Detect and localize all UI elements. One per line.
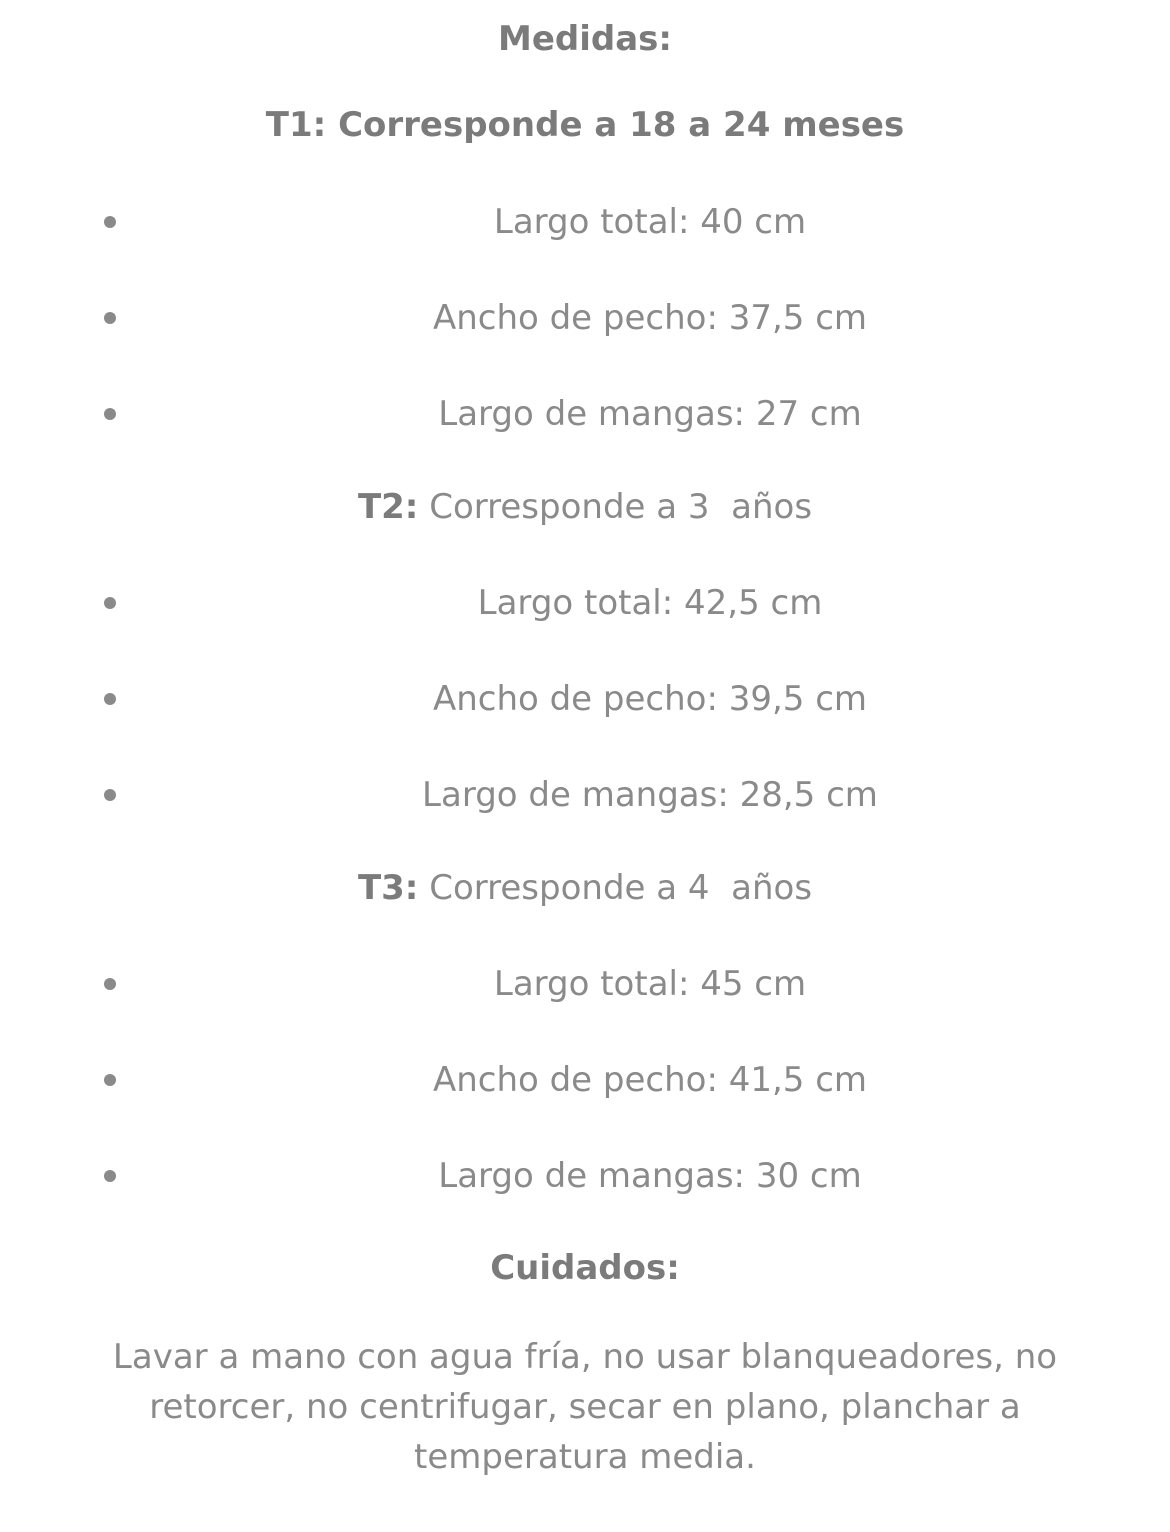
- bullet-icon: [104, 789, 116, 801]
- size-title-t3: [0, 868, 1170, 908]
- bullet-icon: [104, 1074, 116, 1086]
- bullet-icon: [104, 312, 116, 324]
- bullet-icon: [104, 408, 116, 420]
- measure-text: Largo total: 45 cm: [493, 964, 807, 1004]
- care-text: Lavar a mano con agua fría, no usar blanqueadores, no retorcer, no centrifugar, secar en plano, planchar a temperatura media.: [112, 1337, 1058, 1477]
- measure-text: Largo de mangas: 27 cm: [438, 394, 862, 434]
- list-item: [0, 679, 1170, 719]
- measure-text: Ancho de pecho: 41,5 cm: [432, 1060, 868, 1100]
- care-heading: Cuidados:: [490, 1248, 680, 1288]
- size-description: Corresponde a 3 años: [429, 487, 813, 527]
- list-item: [0, 1156, 1170, 1196]
- bullet-icon: [104, 978, 116, 990]
- measures-heading: Medidas:: [497, 19, 672, 59]
- size-tag: T1:: [265, 105, 327, 145]
- measure-text: Largo de mangas: 30 cm: [438, 1156, 862, 1196]
- measure-text: Largo total: 40 cm: [493, 202, 807, 242]
- measure-text: Largo de mangas: 28,5 cm: [422, 775, 878, 815]
- size-title-t2: [0, 487, 1170, 527]
- bullet-icon: [104, 693, 116, 705]
- bullet-icon: [104, 216, 116, 228]
- list-item: [0, 1060, 1170, 1100]
- size-tag: T2:: [357, 487, 419, 527]
- list-item: [0, 583, 1170, 623]
- size-title-t1: [0, 105, 1170, 145]
- size-tag: T3:: [357, 868, 419, 908]
- list-item: [0, 298, 1170, 338]
- measure-text: Ancho de pecho: 39,5 cm: [432, 679, 868, 719]
- size-description: Corresponde a 4 años: [429, 868, 813, 908]
- list-item: [0, 964, 1170, 1004]
- bullet-icon: [104, 1170, 116, 1182]
- bullet-icon: [104, 597, 116, 609]
- list-item: [0, 202, 1170, 242]
- measure-text: Ancho de pecho: 37,5 cm: [432, 298, 868, 338]
- list-item: [0, 394, 1170, 434]
- size-description: Corresponde a 18 a 24 meses: [338, 105, 905, 145]
- measure-text: Largo total: 42,5 cm: [477, 583, 823, 623]
- list-item: [0, 775, 1170, 815]
